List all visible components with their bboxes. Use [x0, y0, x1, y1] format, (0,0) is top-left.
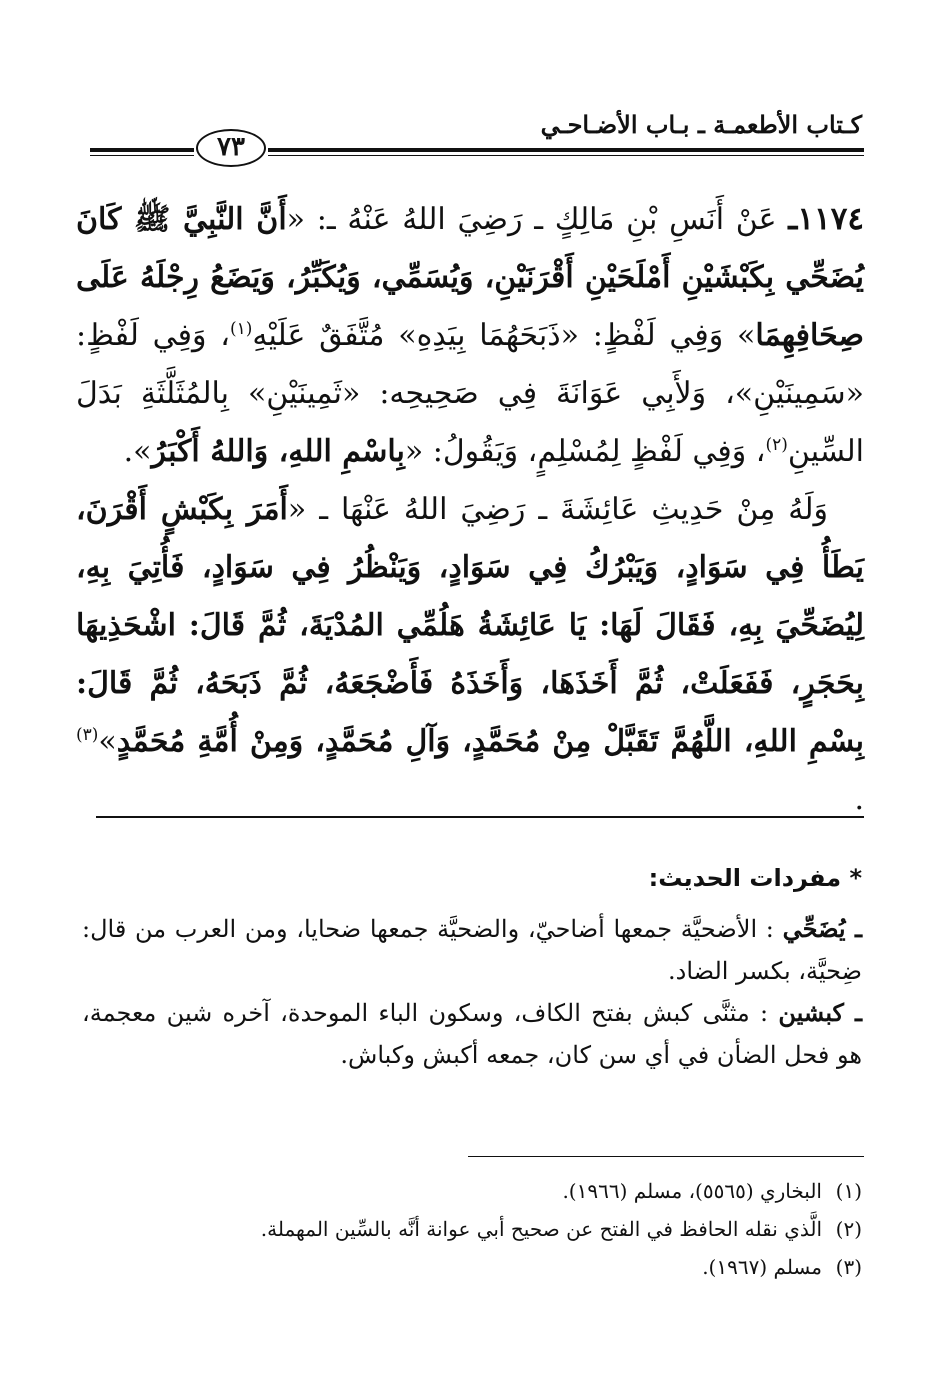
footnote-3: [90, 1248, 862, 1286]
hadith-text: ، وَفِي لَفْظٍ: «سَمِينَيْنِ»، وَلأَبِي عَوَانَةَ فِي صَحِيحِه: «ثَمِينَيْنِ» بِالمُثَلَّثَةِ بَدَلَ السِّينِ: [76, 318, 864, 469]
footnote-1: [90, 1172, 862, 1210]
hadith-text: وَلَهُ مِنْ حَدِيثِ عَائِشَةَ ـ رَضِيَ اللهُ عَنْهَا ـ «: [287, 492, 828, 527]
vocabulary-entry-1: [82, 908, 862, 992]
running-title: كـتاب الأطعمـة ـ بـاب الأضـاحـي: [540, 110, 862, 139]
header-rule-right: [268, 148, 864, 152]
vocabulary-section: [82, 856, 862, 1076]
vocabulary-heading: * مفردات الحديث:: [648, 864, 862, 892]
section-divider: [96, 816, 864, 818]
hadith-text: » وَفِي لَفْظٍ: «ذَبَحَهُمَا بِيَدِهِ» مُتَّفَقٌ عَلَيْهِ: [252, 318, 756, 353]
hadith-text-emphasis: أَمَرَ بِكَبْشٍ أَقْرَنَ، يَطَأُ فِي سَوَادٍ، وَيَبْرُكُ فِي سَوَادٍ، وَيَنْظُرُ فِي سَوَادٍ، فَأُتِيَ بِهِ، لِيُضَحِّيَ بِهِ، فَقَالَ لَهَا: يَا عَائِشَةُ هَلُمِّي المُدْيَةَ، ثُمَّ قَالَ: اشْحَذِيهَا بِحَجَرٍ، فَفَعَلَتْ، ثُمَّ أَخَذَهَا، وَأَخَذَهُ فَأَضْجَعَهُ، ثُمَّ ذَبَحَهُ، ثُمَّ قَالَ: بِسْمِ اللهِ، اللَّهُمَّ تَقَبَّلْ مِنْ مُحَمَّدٍ، وَآلِ مُحَمَّدٍ، وَمِنْ أُمَّةِ مُحَمَّدٍ: [76, 492, 864, 759]
footnote-text: الَّذي نقله الحافظ في الفتح عن صحيح أبي عوانة أنَّه بالسِّين المهملة.: [260, 1217, 822, 1241]
hadith-paragraph-2: [76, 481, 864, 829]
footnote-text: البخاري (٥٥٦٥)، مسلم (١٩٦٦).: [562, 1179, 822, 1203]
vocabulary-entry-2: [82, 992, 862, 1076]
vocabulary-definition: : مثنَّى كبش بفتح الكاف، وسكون الباء الموحدة، آخره شين معجمة، هو فحل الضأن في أي سن كان، جمعه أكبش وكباش.: [82, 999, 862, 1069]
hadith-text-emphasis: أَنَّ النَّبِيَّ ﷺ كَانَ يُضَحِّي بِكَبْشَيْنِ أَمْلَحَيْنِ أَقْرَنَيْنِ، وَيُسَمِّي، وَيُكَبِّرُ، وَيَضَعُ رِجْلَهُ عَلَى صِحَافِهِمَا: [76, 202, 864, 353]
footnotes: [90, 1172, 862, 1286]
footnote-number: (٢): [835, 1217, 862, 1241]
vocabulary-term: ـ كبشين: [778, 998, 862, 1027]
hadith-text: .: [854, 782, 864, 817]
footnote-number: (١): [835, 1179, 862, 1203]
header-rule-left: [90, 148, 194, 152]
hadith-text: عَنْ أَنَسِ بْنِ مَالِكٍ ـ رَضِيَ اللهُ عَنْهُ ـ: «: [286, 202, 789, 237]
footnote-separator: [468, 1156, 864, 1157]
hadith-body: [76, 190, 864, 829]
footnote-ref-1[interactable]: (١): [229, 319, 253, 339]
footnote-number: (٣): [835, 1255, 862, 1279]
hadith-text: ، وَفِي لَفْظٍ لِمُسْلِمٍ، وَيَقُولُ: «: [404, 434, 766, 469]
footnote-text: مسلم (١٩٦٧).: [702, 1255, 822, 1279]
vocabulary-term: ـ يُضَحِّي: [782, 914, 862, 943]
hadith-paragraph-1: [76, 190, 864, 481]
footnote-ref-3[interactable]: (٣): [76, 725, 99, 745]
hadith-number: ١١٧٤ـ: [788, 201, 864, 237]
page-number: ٧٣: [196, 129, 266, 167]
hadith-text-emphasis: بِاسْمِ اللهِ، وَاللهُ أَكْبَرُ: [151, 434, 405, 469]
hadith-text: ».: [123, 434, 152, 469]
footnote-ref-2[interactable]: (٢): [765, 435, 788, 455]
vocabulary-definition: : الأضحيَّة جمعها أضاحيّ، والضحيَّة جمعها ضحايا، ومن العرب من قال: ضِحيَّة، بكسر الضاد.: [82, 915, 862, 985]
hadith-text: »: [98, 724, 117, 759]
footnote-2: [90, 1210, 862, 1248]
